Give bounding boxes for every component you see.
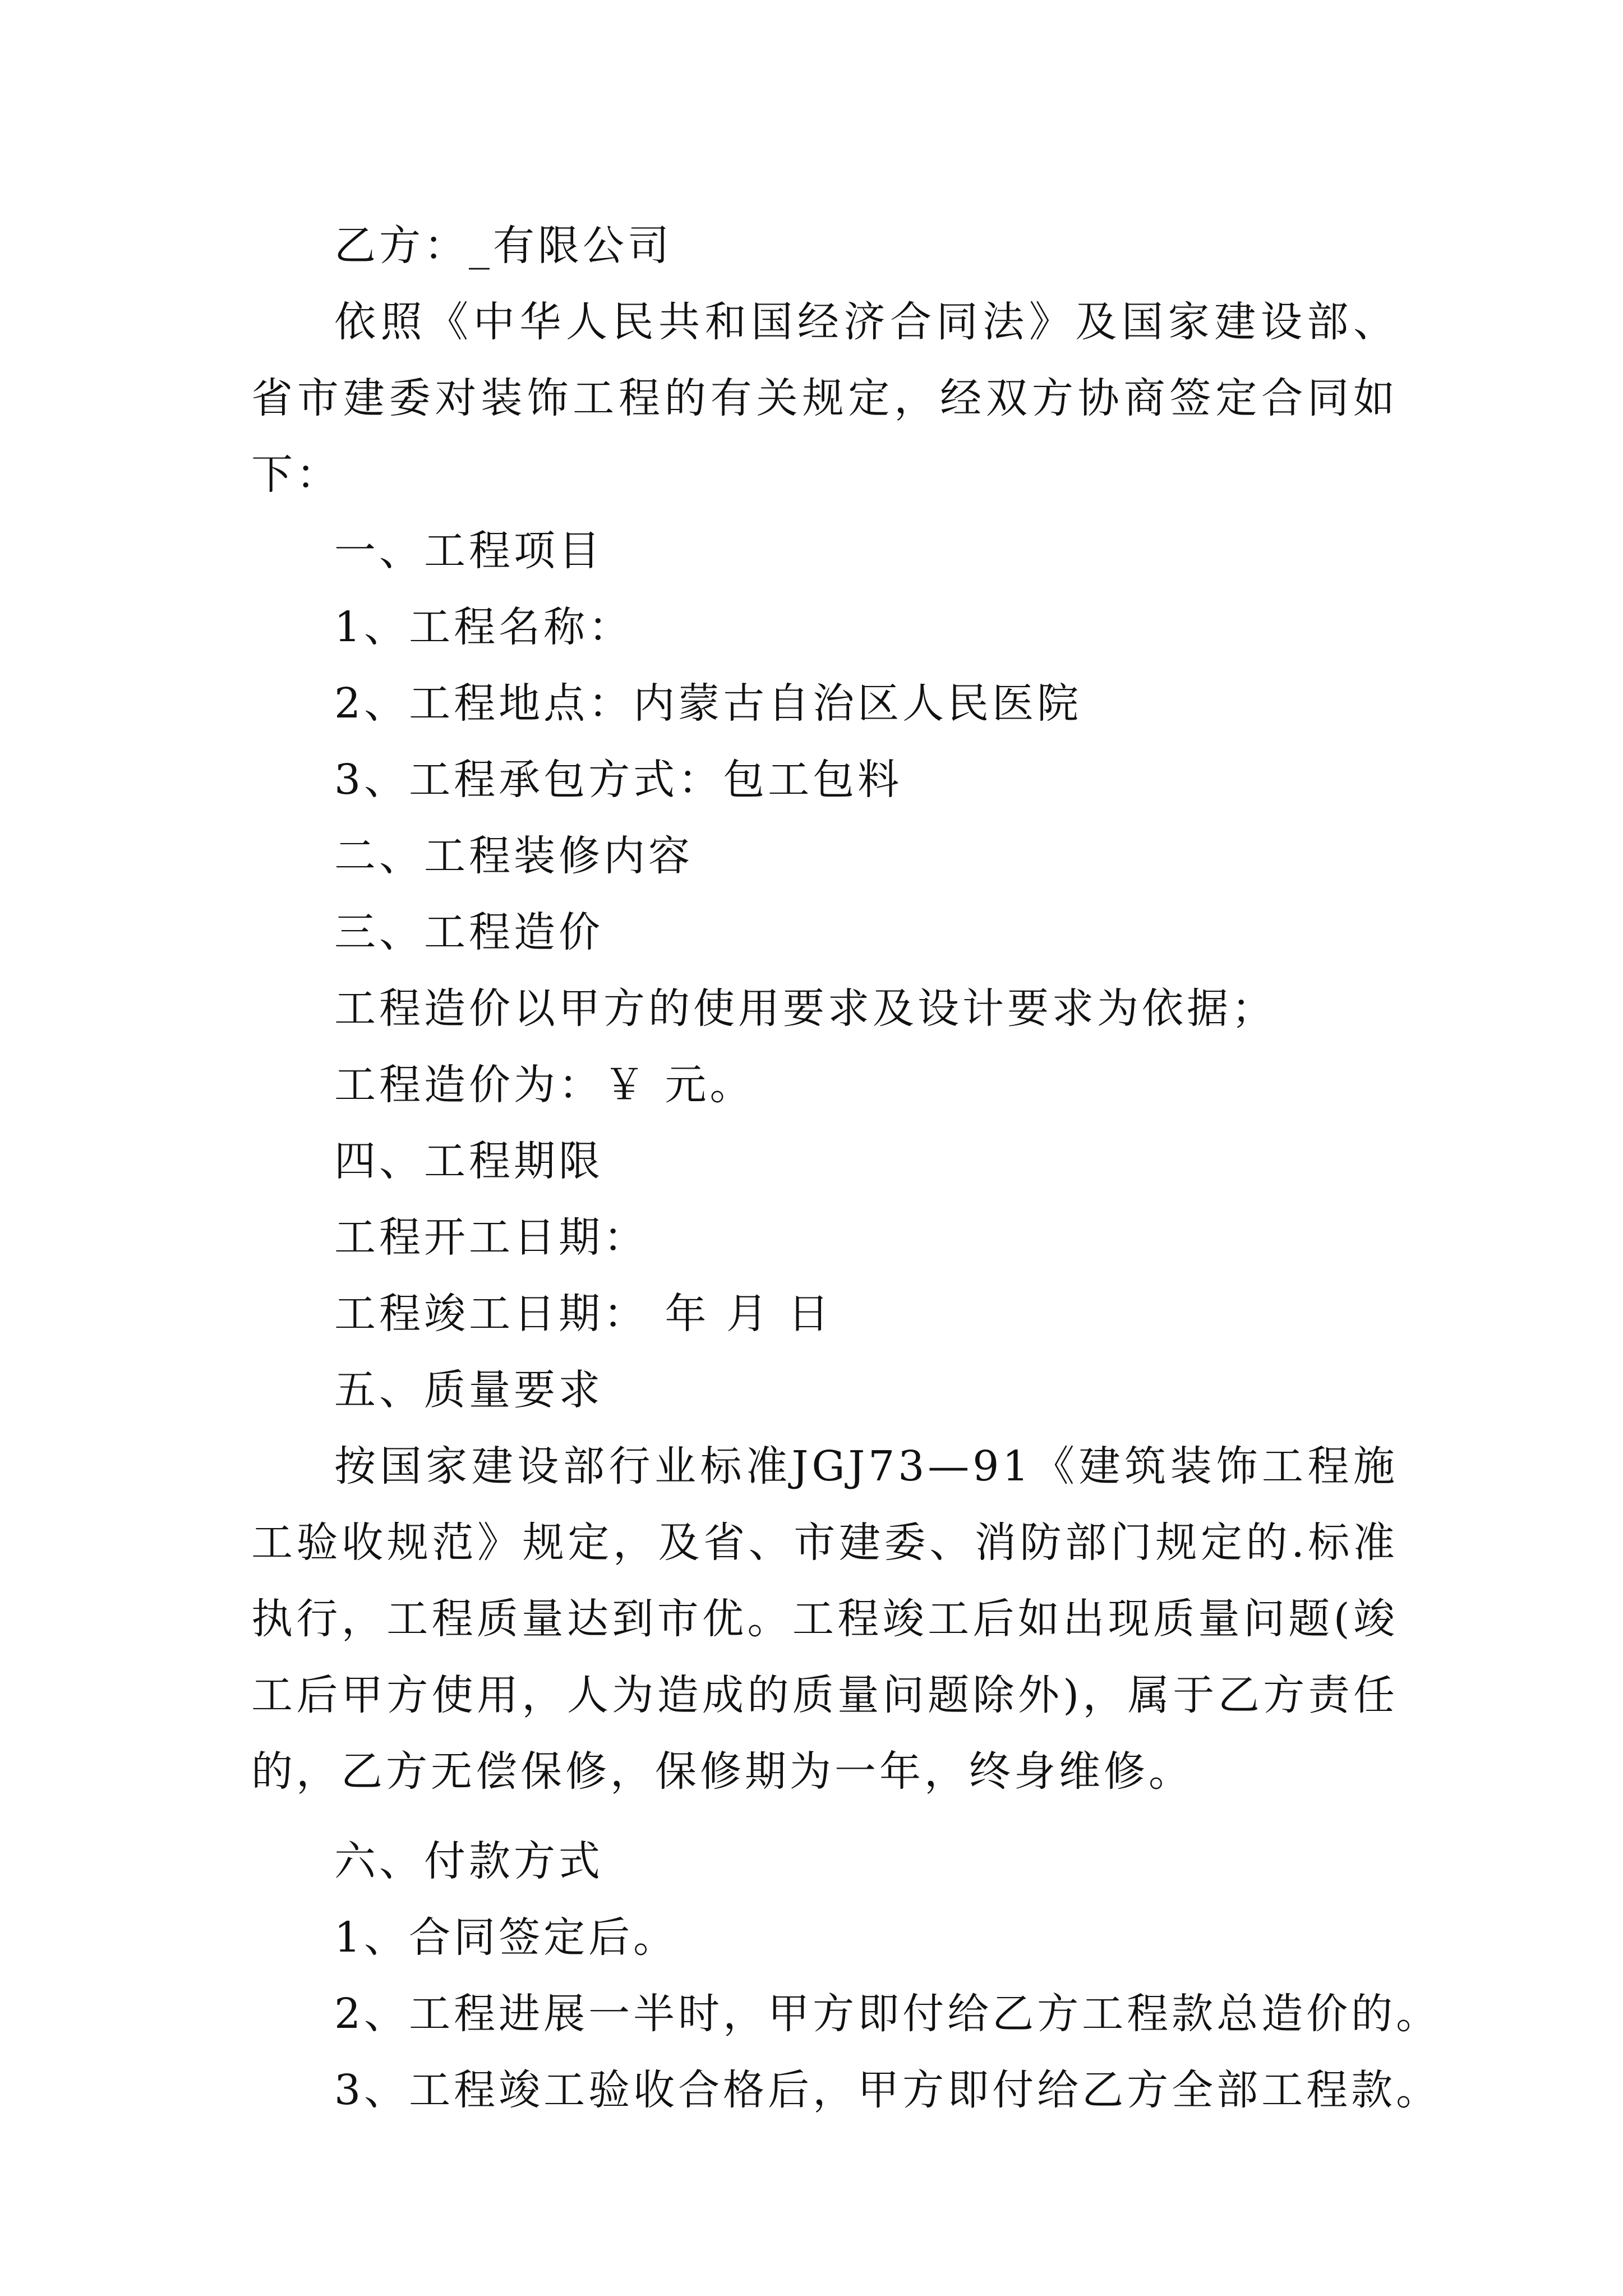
quality-requirements-paragraph: 按国家建设部行业标准JGJ73—91《建筑装饰工程施工验收规范》规定，及省、市建委、消防部门规定的.标准执行，工程质量达到市优。工程竣工后如出现质量问题(竣工后甲方使用，人为造成的质量问题除外)，属于乙方责任的，乙方无偿保修，保修期为一年，终身维修。 <box>251 1442 1398 1796</box>
section-heading-project: 一、工程项目 <box>334 527 603 575</box>
contract-intro-paragraph: 依照《中华人民共和国经济合同法》及国家建设部、省市建委对装饰工程的有关规定，经双方协商签定合同如下： <box>251 298 1398 499</box>
completion-date-line: 工程竣工日期： 年 月 日 <box>334 1290 833 1338</box>
section-heading-period: 四、工程期限 <box>334 1137 603 1185</box>
section-heading-cost: 三、工程造价 <box>334 908 603 956</box>
payment-item-2: 2、工程进展一半时，甲方即付给乙方工程款总造价的。 <box>334 1990 1441 2038</box>
section-heading-payment: 六、付款方式 <box>334 1837 603 1885</box>
payment-item-3: 3、工程竣工验收合格后，甲方即付给乙方全部工程款。 <box>334 2066 1441 2114</box>
cost-amount-line: 工程造价为：￥ 元。 <box>334 1061 755 1109</box>
project-name-line: 1、工程名称： <box>334 603 634 651</box>
cost-basis-line: 工程造价以甲方的使用要求及设计要求为依据； <box>334 984 1276 1033</box>
contract-method-line: 3、工程承包方式：包工包料 <box>334 756 903 804</box>
payment-item-1: 1、合同签定后。 <box>334 1913 679 1962</box>
paragraph-gap <box>251 1810 1398 1823</box>
contract-body <box>251 208 1441 2128</box>
party-b-line: 乙方：_有限公司 <box>334 222 672 270</box>
section-heading-quality: 五、质量要求 <box>334 1366 603 1414</box>
start-date-line: 工程开工日期： <box>334 1213 648 1262</box>
project-location-line: 2、工程地点：内蒙古自治区人民医院 <box>334 679 1082 728</box>
section-heading-content: 二、工程装修内容 <box>334 832 693 880</box>
